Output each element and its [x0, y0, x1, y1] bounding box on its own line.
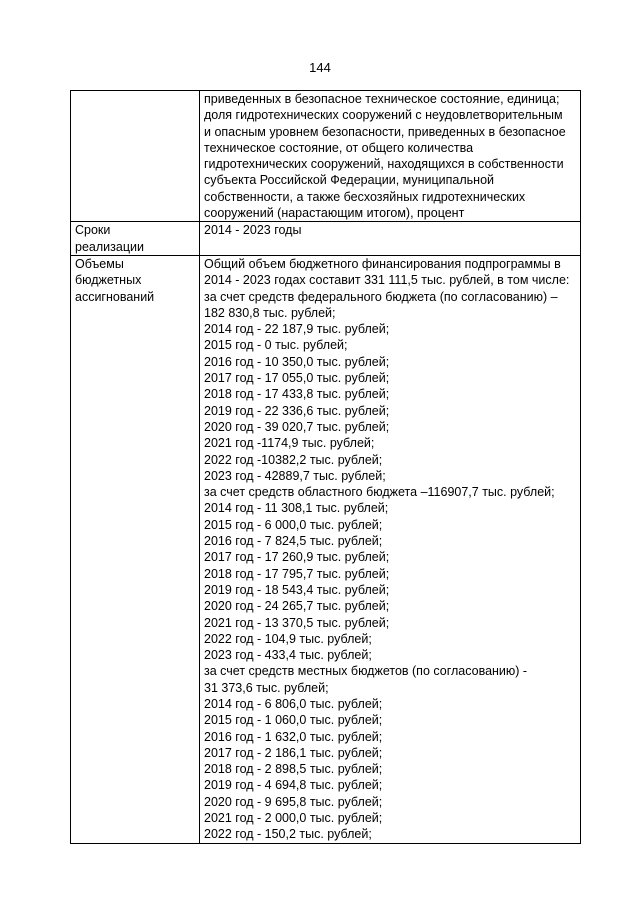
content-line: 2017 год - 17 055,0 тыс. рублей;	[204, 371, 390, 386]
content-line: субъекта Российской Федерации, муниципальной	[204, 173, 495, 188]
content-line: приведенных в безопасное техническое состояние, единица;	[204, 92, 560, 106]
content-line: 2020 год - 9 695,8 тыс. рублей;	[204, 794, 383, 809]
row-label	[71, 222, 200, 256]
table-row-indicators	[71, 91, 581, 222]
row-content	[200, 255, 581, 843]
content-line: 182 830,8 тыс. рублей;	[204, 305, 336, 320]
content-line: гидротехнических сооружений, находящихся в собственности	[204, 157, 564, 172]
content-line: 2018 год - 17 795,7 тыс. рублей;	[204, 566, 390, 581]
content-line: сооружений (нарастающим итогом), процент	[204, 206, 465, 221]
content-line: 2014 - 2023 годах составит 331 111,5 тыс. рублей, в том числе:	[204, 273, 570, 288]
content-line: 2016 год - 1 632,0 тыс. рублей;	[204, 729, 383, 744]
content-line: 2020 год - 39 020,7 тыс. рублей;	[204, 419, 390, 434]
content-line: 2021 год - 2 000,0 тыс. рублей;	[204, 811, 383, 826]
content-line: 2019 год - 18 543,4 тыс. рублей;	[204, 582, 390, 597]
content-line: 2021 год -1174,9 тыс. рублей;	[204, 436, 375, 451]
content-line: 2022 год - 150,2 тыс. рублей;	[204, 827, 372, 842]
content-line: собственности, а также бесхозяйных гидротехнических	[204, 189, 526, 204]
content-line: 2015 год - 1 060,0 тыс. рублей;	[204, 713, 383, 728]
label-line: Сроки	[75, 223, 111, 238]
row-content	[200, 91, 581, 222]
content-line: 2016 год - 7 824,5 тыс. рублей;	[204, 534, 383, 549]
table-row-timeline	[71, 222, 581, 256]
content-line: 2022 год -10382,2 тыс. рублей;	[204, 452, 383, 467]
content-line: 2019 год - 22 336,6 тыс. рублей;	[204, 403, 390, 418]
table-row-budget	[71, 255, 581, 843]
content-line: 2014 - 2023 годы	[204, 223, 302, 238]
page-number: 144	[309, 60, 331, 75]
content-line: за счет средств областного бюджета –116907,7 тыс. рублей;	[204, 485, 555, 500]
row-label	[71, 255, 200, 843]
content-line: 2014 год - 22 187,9 тыс. рублей;	[204, 322, 390, 337]
content-line: доля гидротехнических сооружений с неудовлетворительным	[204, 108, 563, 123]
content-line: за счет средств федерального бюджета (по согласованию) –	[204, 289, 558, 304]
content-line: за счет средств местных бюджетов (по согласованию) -	[204, 664, 528, 679]
row-label	[71, 91, 200, 222]
content-line: 2017 год - 17 260,9 тыс. рублей;	[204, 550, 390, 565]
row-content	[200, 222, 581, 256]
content-line: 2018 год - 17 433,8 тыс. рублей;	[204, 387, 390, 402]
content-line: 2022 год - 104,9 тыс. рублей;	[204, 631, 372, 646]
content-line: 31 373,6 тыс. рублей;	[204, 680, 329, 695]
content-line: 2018 год - 2 898,5 тыс. рублей;	[204, 762, 383, 777]
label-line: ассигнований	[75, 289, 155, 304]
content-line: 2023 год - 42889,7 тыс. рублей;	[204, 468, 386, 483]
content-line: 2015 год - 0 тыс. рублей;	[204, 338, 348, 353]
content-line: 2017 год - 2 186,1 тыс. рублей;	[204, 745, 383, 760]
content-line: 2023 год - 433,4 тыс. рублей;	[204, 648, 372, 663]
content-line: Общий объем бюджетного финансирования подпрограммы в	[204, 256, 561, 271]
content-line: и опасным уровнем безопасности, приведенных в безопасное	[204, 124, 566, 139]
content-line: техническое состояние, от общего количества	[204, 140, 474, 155]
content-line: 2016 год - 10 350,0 тыс. рублей;	[204, 354, 390, 369]
content-line: 2014 год - 6 806,0 тыс. рублей;	[204, 696, 383, 711]
content-line: 2019 год - 4 694,8 тыс. рублей;	[204, 778, 383, 793]
program-passport-table	[70, 90, 581, 844]
content-line: 2021 год - 13 370,5 тыс. рублей;	[204, 615, 390, 630]
label-line: Объемы	[75, 256, 124, 271]
content-line: 2020 год - 24 265,7 тыс. рублей;	[204, 599, 390, 614]
content-line: 2014 год - 11 308,1 тыс. рублей;	[204, 501, 389, 516]
label-line: бюджетных	[75, 273, 142, 288]
label-line: реализации	[75, 239, 144, 254]
content-line: 2015 год - 6 000,0 тыс. рублей;	[204, 517, 383, 532]
